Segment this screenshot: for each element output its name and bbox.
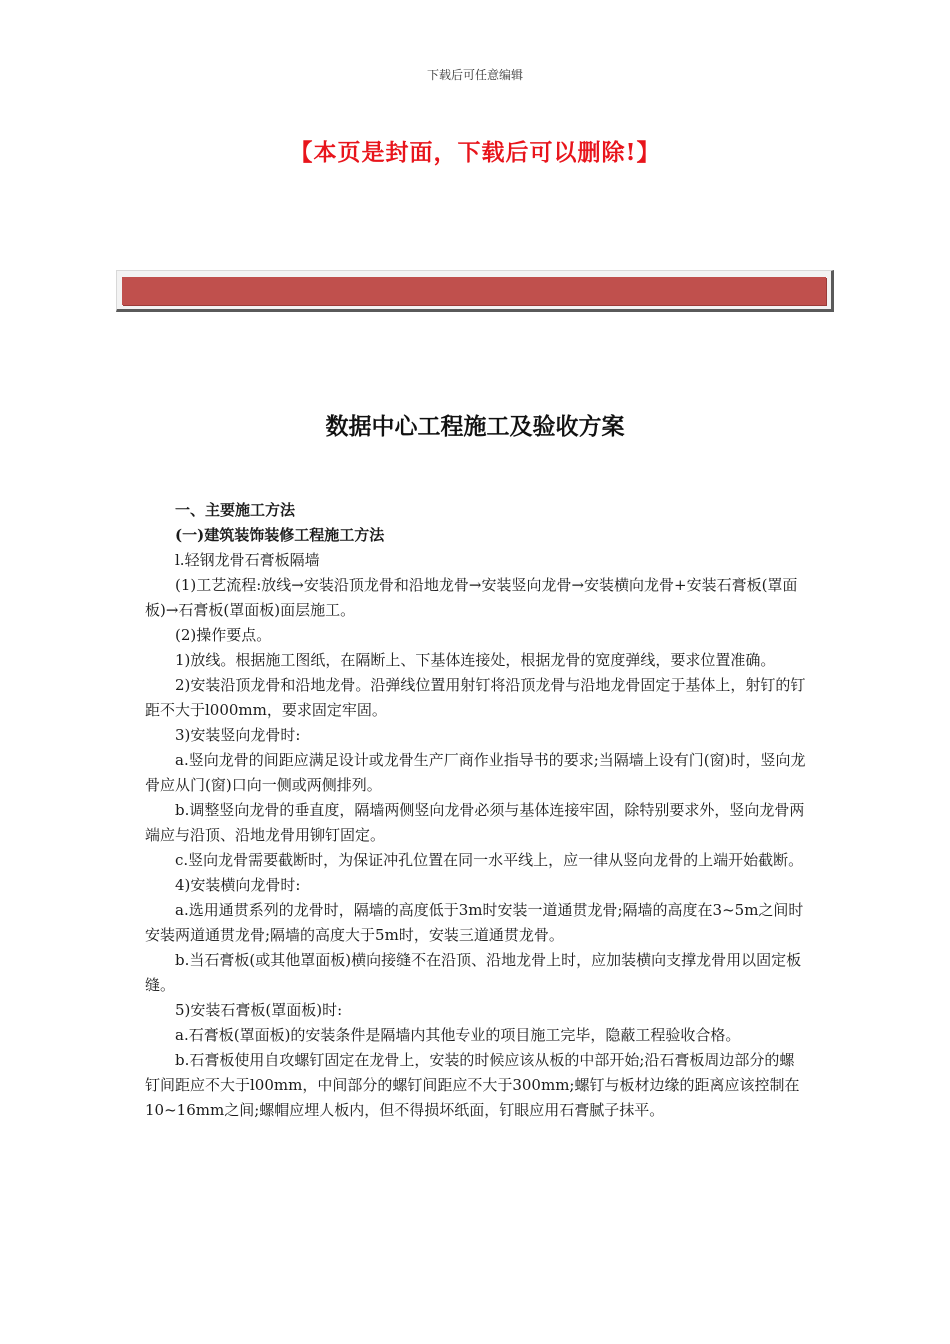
body-paragraph: a.选用通贯系列的龙骨时，隔墙的高度低于3m时安装一道通贯龙骨;隔墙的高度在3~5m之间时安装两道通贯龙骨;隔墙的高度大于5m时，安装三道通贯龙骨。 [145,901,804,944]
body-paragraph: 3)安装竖向龙骨时: [175,726,301,744]
cover-banner-bar [122,277,826,305]
document-body [145,498,809,1123]
page-header-note: 下载后可任意编辑 [426,68,523,82]
section-heading: (一)建筑装饰装修工程施工方法 [175,526,385,544]
cover-notice: 【本页是封面，下载后可以删除!】 [289,139,661,166]
body-paragraph: 5)安装石膏板(罩面板)时: [175,1001,343,1019]
body-paragraph: a.石膏板(罩面板)的安装条件是隔墙内其他专业的项目施工完毕，隐蔽工程验收合格。 [175,1026,741,1044]
body-paragraph: a.竖向龙骨的间距应满足设计或龙骨生产厂商作业指导书的要求;当隔墙上设有门(窗)时，竖向龙骨应从门(窗)口向一侧或两侧排列。 [145,751,806,794]
body-paragraph: 4)安装横向龙骨时: [175,876,301,894]
section-heading: 一、主要施工方法 [175,501,296,519]
body-paragraph: (1)工艺流程:放线→安装沿顶龙骨和沿地龙骨→安装竖向龙骨→安装横向龙骨+安装石膏板(罩面板)→石膏板(罩面板)面层施工。 [145,576,798,619]
body-paragraph: 1)放线。根据施工图纸，在隔断上、下基体连接处，根据龙骨的宽度弹线，要求位置准确。 [175,651,776,669]
body-paragraph: b.石膏板使用自攻螺钉固定在龙骨上，安装的时候应该从板的中部开始;沿石膏板周边部分的螺钉间距应不大于l00mm，中间部分的螺钉间距应不大于300mm;螺钉与板材边缘的距离应该控制在10~16mm之间;螺帽应埋人板内，但不得损坏纸面，钉眼应用石膏腻子抹平。 [145,1051,800,1119]
body-paragraph: c.竖向龙骨需要截断时，为保证冲孔位置在同一水平线上，应一律从竖向龙骨的上端开始截断。 [175,851,804,869]
document-title: 数据中心工程施工及验收方案 [325,413,625,440]
body-paragraph: 2)安装沿顶龙骨和沿地龙骨。沿弹线位置用射钉将沿顶龙骨与沿地龙骨固定于基体上，射钉的钉距不大于l000mm，要求固定牢固。 [145,676,806,719]
body-paragraph: b.当石膏板(或其他罩面板)横向接缝不在沿顶、沿地龙骨上时，应加装横向支撑龙骨用以固定板缝。 [145,951,802,994]
body-paragraph: b.调整竖向龙骨的垂直度，隔墙两侧竖向龙骨必须与基体连接牢固，除特别要求外，竖向龙骨两端应与沿顶、沿地龙骨用铆钉固定。 [145,801,805,844]
body-paragraph: l.轻钢龙骨石膏板隔墙 [175,551,320,569]
body-paragraph: (2)操作要点。 [175,626,272,644]
cover-banner-frame [116,270,834,312]
